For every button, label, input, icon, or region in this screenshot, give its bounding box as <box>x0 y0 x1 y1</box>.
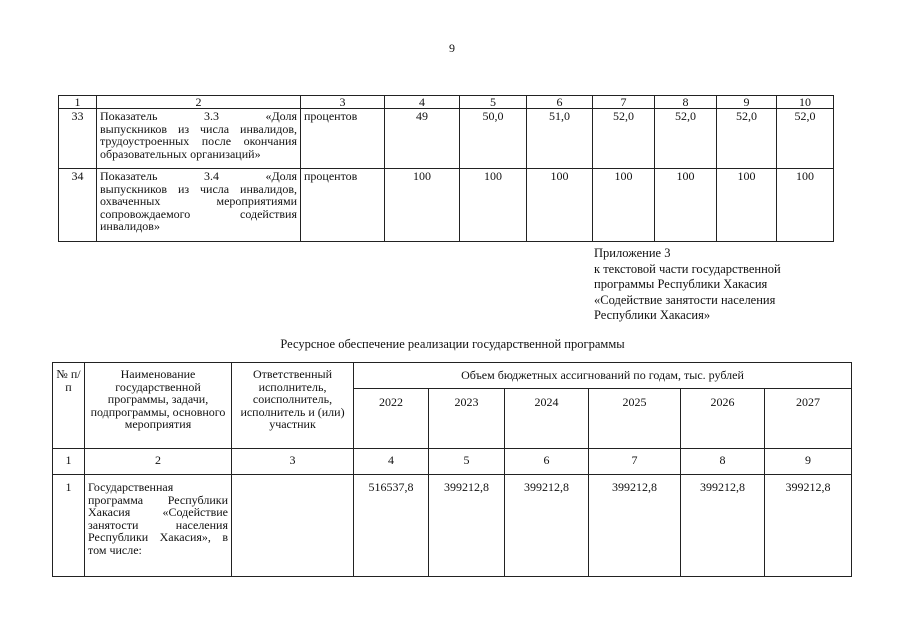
col-executor-header: Ответственный исполнитель, соисполнитель, исполнитель и (или) участник <box>232 363 354 449</box>
program-name-line: занятости населения <box>88 517 228 532</box>
indicators-header-row <box>59 96 834 109</box>
value-cell: 49 <box>385 109 460 169</box>
header-cell: 2 <box>97 96 301 109</box>
program-name <box>85 475 232 577</box>
indicator-name-line: образовательных организаций» <box>100 146 261 161</box>
indicator-name <box>97 109 301 169</box>
program-name-line: Республики Хакасия», в <box>88 530 228 544</box>
index-cell: 9 <box>765 449 852 475</box>
value-cell: 100 <box>717 169 777 242</box>
value-cell: 100 <box>527 169 593 242</box>
unit-cell: процентов <box>301 169 385 242</box>
row-number: 34 <box>59 169 97 242</box>
appendix-line: к текстовой части государственной <box>594 261 781 276</box>
value-cell: 399212,8 <box>765 475 852 577</box>
value-cell: 51,0 <box>527 109 593 169</box>
value-cell: 100 <box>593 169 655 242</box>
page-number: 9 <box>449 41 455 55</box>
value-cell: 100 <box>385 169 460 242</box>
index-cell: 6 <box>505 449 589 475</box>
header-cell: 8 <box>655 96 717 109</box>
value-cell: 100 <box>460 169 527 242</box>
appendix-line: программы Республики Хакасия <box>594 277 768 291</box>
value-cell: 100 <box>777 169 834 242</box>
section-title: Ресурсное обеспечение реализации государственной программы <box>280 337 625 351</box>
value-cell: 516537,8 <box>354 475 429 577</box>
executor-cell <box>232 475 354 577</box>
program-name-line: Государственная <box>88 480 174 494</box>
header-cell: 10 <box>777 96 834 109</box>
index-cell: 7 <box>589 449 681 475</box>
value-cell: 399212,8 <box>589 475 681 577</box>
row-number: 33 <box>59 109 97 169</box>
header-cell: 7 <box>593 96 655 109</box>
index-cell: 1 <box>53 449 85 475</box>
indicator-name-line: трудоустроенных после окончания <box>100 134 297 148</box>
index-cell: 8 <box>681 449 765 475</box>
header-cell: 6 <box>527 96 593 109</box>
table-row <box>59 169 834 242</box>
year-cell: 2023 <box>429 389 505 449</box>
unit-cell: процентов <box>301 109 385 169</box>
header-cell: 3 <box>301 96 385 109</box>
value-cell: 100 <box>655 169 717 242</box>
year-cell: 2025 <box>589 389 681 449</box>
year-cell: 2022 <box>354 389 429 449</box>
resource-header-row <box>53 363 852 389</box>
col-name-header: Наименование государственной программы, задачи, подпрограммы, основного мероприятия <box>85 363 232 449</box>
resource-table <box>52 362 852 577</box>
value-cell: 399212,8 <box>505 475 589 577</box>
index-cell: 4 <box>354 449 429 475</box>
indicator-name-line: выпускников из числа инвалидов, <box>100 121 297 136</box>
index-cell: 3 <box>232 449 354 475</box>
indicator-name-line: инвалидов» <box>100 219 160 233</box>
header-cell: 9 <box>717 96 777 109</box>
value-cell: 399212,8 <box>681 475 765 577</box>
indicator-name-line: Показатель 3.4 «Доля <box>100 169 297 183</box>
program-name-line: Хакасия «Содействие <box>88 505 228 519</box>
indicator-name-line: выпускников из числа инвалидов, <box>100 181 297 196</box>
year-cell: 2027 <box>765 389 852 449</box>
value-cell: 52,0 <box>655 109 717 169</box>
indicator-name-line: охваченных мероприятиями <box>100 194 297 208</box>
appendix-line: Республики Хакасия» <box>594 308 711 322</box>
col-budget-header: Объем бюджетных ассигнований по годам, тыс. рублей <box>354 363 852 389</box>
appendix-note <box>594 246 781 324</box>
row-number: 1 <box>53 475 85 577</box>
index-cell: 2 <box>85 449 232 475</box>
header-cell: 4 <box>385 96 460 109</box>
indicator-name <box>97 169 301 242</box>
col-number-header: № п/п <box>53 363 85 449</box>
index-cell: 5 <box>429 449 505 475</box>
appendix-line: «Содействие занятости населения <box>594 292 776 307</box>
appendix-line: Приложение 3 <box>594 246 671 260</box>
year-cell: 2026 <box>681 389 765 449</box>
indicator-name-line: Показатель 3.3 «Доля <box>100 109 297 123</box>
table-row <box>53 475 852 577</box>
value-cell: 399212,8 <box>429 475 505 577</box>
year-cell: 2024 <box>505 389 589 449</box>
program-name-line: том числе: <box>88 542 142 557</box>
index-row <box>53 449 852 475</box>
indicator-name-line: сопровождаемого содействия <box>100 206 297 221</box>
value-cell: 50,0 <box>460 109 527 169</box>
value-cell: 52,0 <box>717 109 777 169</box>
indicators-table <box>58 95 834 242</box>
value-cell: 52,0 <box>593 109 655 169</box>
program-name-line: программа Республики <box>88 492 228 507</box>
value-cell: 52,0 <box>777 109 834 169</box>
header-cell: 5 <box>460 96 527 109</box>
table-row <box>59 109 834 169</box>
header-cell: 1 <box>59 96 97 109</box>
